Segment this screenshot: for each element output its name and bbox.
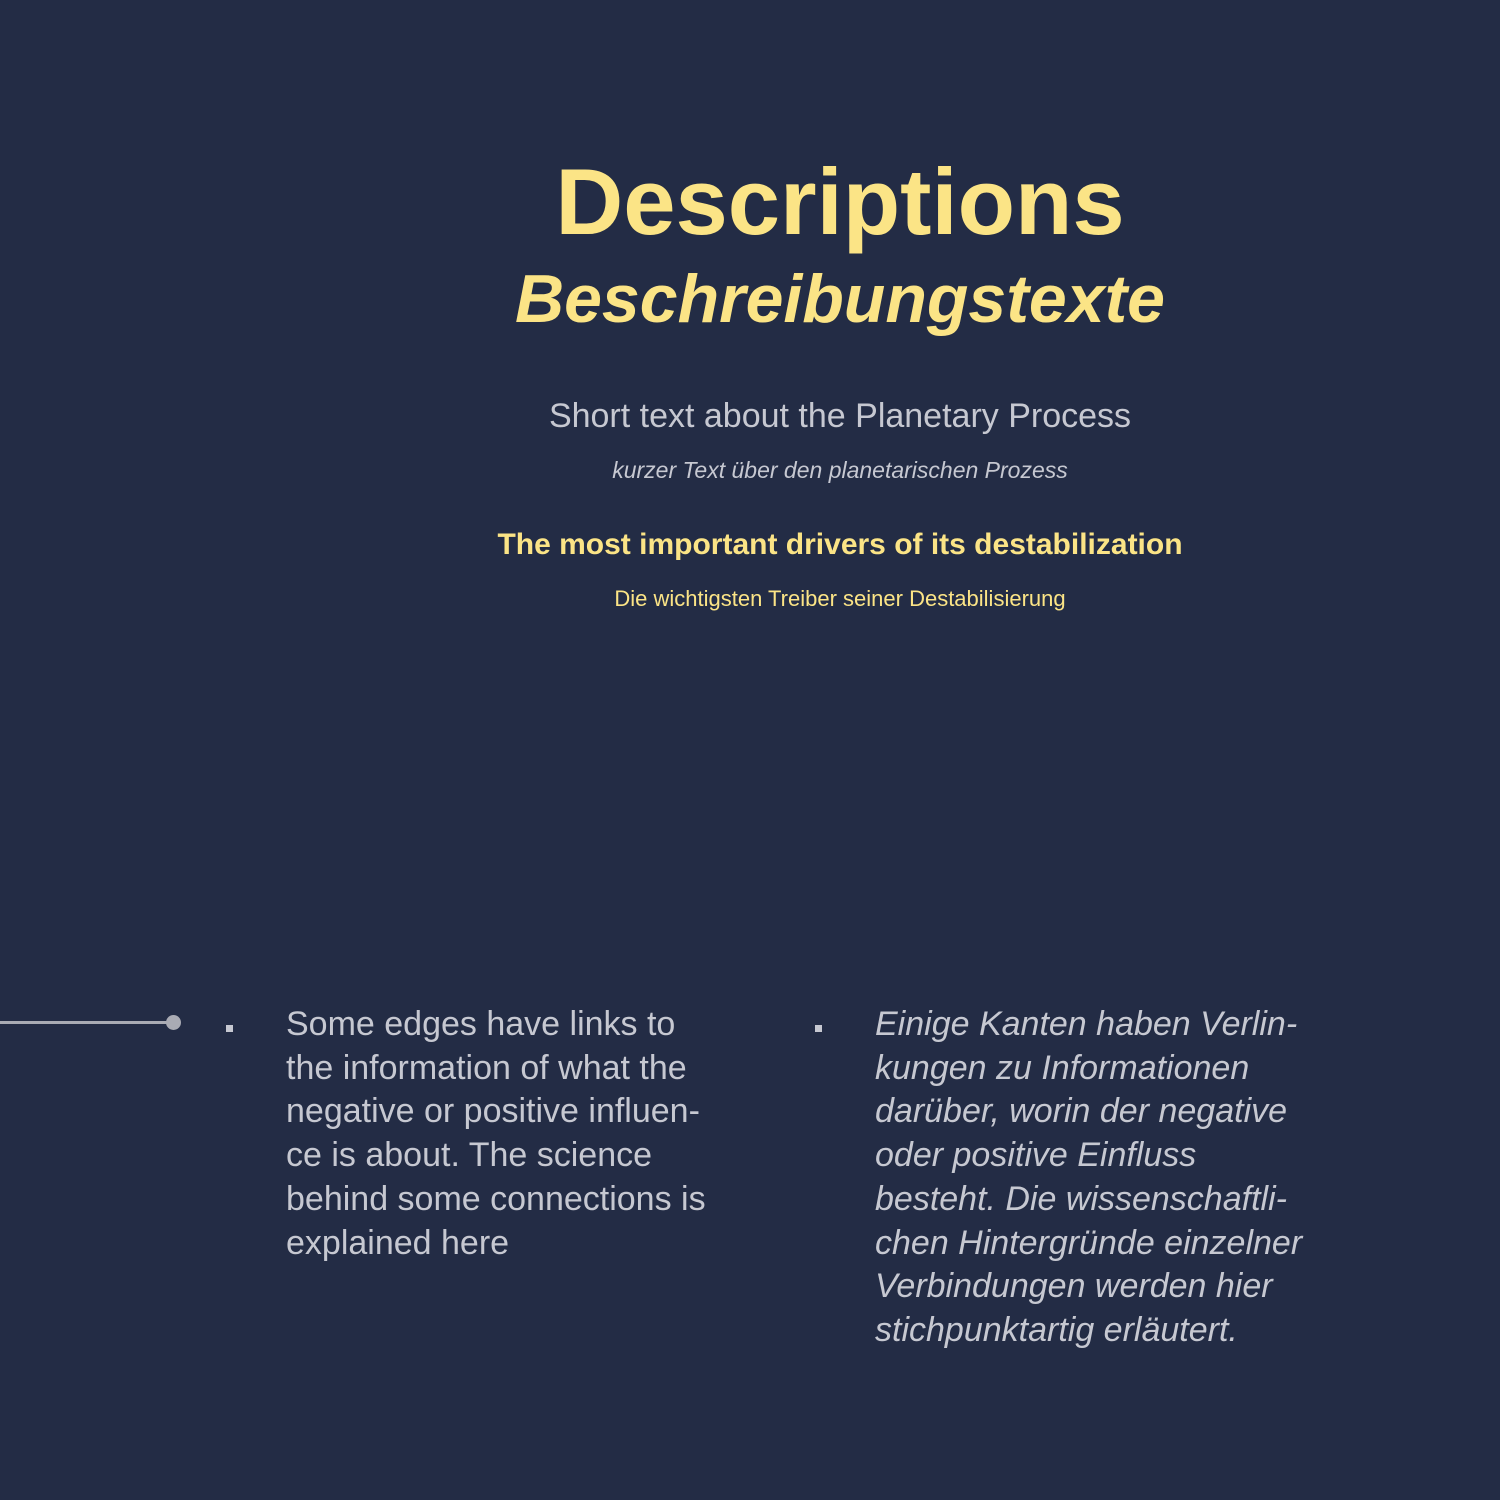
title-english: Descriptions xyxy=(555,149,1125,254)
edge-line-example xyxy=(0,1021,172,1024)
bullet-german xyxy=(815,1025,822,1032)
edge-endpoint-dot xyxy=(166,1015,181,1030)
description-line: ce is about. The science xyxy=(286,1136,653,1175)
description-line: explained here xyxy=(286,1223,510,1262)
description-line: Some edges have links to xyxy=(286,1005,676,1043)
title-german: Beschreibungstexte xyxy=(515,261,1165,337)
description-line: Verbindungen werden hier xyxy=(875,1267,1273,1306)
edge-description-german xyxy=(875,1003,1355,1353)
description-line: kungen zu Informationen xyxy=(875,1048,1250,1087)
description-line: besteht. Die wissenschaftli- xyxy=(875,1179,1287,1218)
short-text-german: kurzer Text über den planetarischen Prozess xyxy=(612,457,1068,483)
description-line: oder positive Einfluss xyxy=(875,1136,1197,1175)
drivers-heading-english: The most important drivers of its destabilization xyxy=(497,528,1183,561)
description-line: stichpunktartig erläutert. xyxy=(875,1310,1238,1349)
edge-description-english xyxy=(286,1003,766,1265)
description-line: chen Hintergründe einzelner xyxy=(875,1223,1303,1262)
bullet-english xyxy=(226,1025,233,1032)
description-line: negative or positive influen- xyxy=(286,1092,700,1131)
description-line: behind some connections is xyxy=(286,1179,706,1218)
description-line: darüber, worin der negative xyxy=(875,1092,1288,1131)
description-line: Einige Kanten haben Verlin- xyxy=(875,1005,1298,1043)
short-text-english: Short text about the Planetary Process xyxy=(548,397,1132,435)
drivers-heading-german: Die wichtigsten Treiber seiner Destabilisierung xyxy=(614,586,1066,611)
description-line: the information of what the xyxy=(286,1048,687,1087)
